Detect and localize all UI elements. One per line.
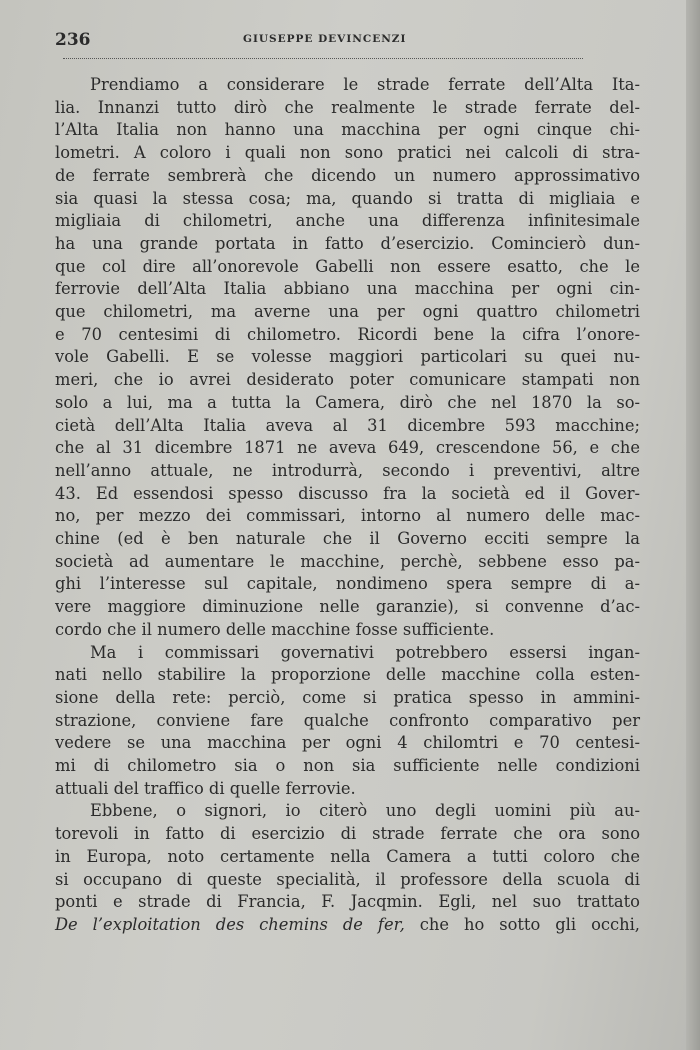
text-line: vere maggiore diminuzione nelle garanzie), si convenne d’ac- <box>55 597 640 617</box>
running-title: GIUSEPPE DEVINCENZI <box>243 33 407 45</box>
text-fragment: che ho sotto gli occhi, <box>419 914 640 934</box>
text-line: lometri. A coloro i quali non sono pratici nei calcoli di stra- <box>55 143 640 163</box>
text-line: vedere se una macchina per ogni 4 chilomtri e 70 centesi- <box>55 733 640 753</box>
text-line: ha una grande portata in fatto d’esercizio. Comincierò dun- <box>55 233 640 253</box>
text-line: si occupano di queste specialità, il professore della scuola di <box>55 869 640 889</box>
text-line: Ebbene, o signori, io citerò uno degli uomini più au- <box>90 801 640 821</box>
text-line: Ma i commissari governativi potrebbero essersi ingan- <box>90 642 640 662</box>
text-line: società ad aumentare le macchine, perchè, sebbene esso pa- <box>55 551 640 571</box>
text-line: ghi l’interesse sul capitale, nondimeno spera sempre di a- <box>55 574 640 594</box>
text-line: e 70 centesimi di chilometro. Ricordi bene la cifra l’onore- <box>55 324 640 344</box>
text-line: torevoli in fatto di esercizio di strade ferrate che ora sono <box>55 824 640 844</box>
text-line: mi di chilometro sia o non sia sufficiente nelle condizioni <box>55 756 640 775</box>
text-line: lia. Innanzi tutto dirò che realmente le strade ferrate del- <box>55 97 640 117</box>
text-line: in Europa, noto certamente nella Camera a tutti coloro che <box>55 846 640 866</box>
text-line: Prendiamo a considerare le strade ferrate dell’Alta Ita- <box>90 75 640 94</box>
text-line: attuali del traffico di quelle ferrovie. <box>55 778 356 798</box>
text-line: de ferrate sembrerà che dicendo un numero approssimativo <box>55 165 640 185</box>
text-line: cietà dell’Alta Italia aveva al 31 dicembre 593 macchine; <box>55 415 640 435</box>
text-line: cordo che il numero delle macchine fosse sufficiente. <box>55 619 495 639</box>
text-line: sione della rete: perciò, come si pratica spesso in ammini- <box>55 687 640 707</box>
text-line: strazione, conviene fare qualche confronto comparativo per <box>55 710 640 730</box>
text-line: solo a lui, ma a tutta la Camera, dirò che nel 1870 la so- <box>55 392 640 412</box>
text-line: l’Alta Italia non hanno una macchina per ogni cinque chi- <box>55 120 640 140</box>
text-line: migliaia di chilometri, anche una differenza infinitesimale <box>55 211 640 231</box>
text-line: no, per mezzo dei commissari, intorno al numero delle mac- <box>55 506 640 526</box>
text-line: vole Gabelli. E se volesse maggiori particolari su quei nu- <box>55 347 640 367</box>
text-line: che al 31 dicembre 1871 ne aveva 649, crescendone 56, e che <box>55 438 640 458</box>
text-line: que chilometri, ma averne una per ogni quattro chilometri <box>55 302 640 321</box>
text-line: que col dire all’onorevole Gabelli non essere esatto, che le <box>55 256 640 276</box>
text-line: meri, che io avrei desiderato poter comunicare stampati non <box>55 370 640 390</box>
book-title: De l’exploitation des chemins de fer, <box>55 914 405 934</box>
text-line: ferrovie dell’Alta Italia abbiano una macchina per ogni cin- <box>55 279 640 299</box>
page-number: 236 <box>55 30 91 50</box>
text-line: chine (ed è ben naturale che il Governo ecciti sempre la <box>55 529 640 548</box>
text-line: 43. Ed essendosi spesso discusso fra la società ed il Gover- <box>55 483 640 503</box>
page-edge-shadow <box>686 0 700 1050</box>
text-line: ponti e strade di Francia, F. Jacqmin. Egli, nel suo trattato <box>55 892 640 912</box>
text-line: nati nello stabilire la proporzione delle macchine colla esten- <box>55 665 640 685</box>
header-rule <box>63 58 583 59</box>
text-line <box>55 915 640 935</box>
text-line: nell’anno attuale, ne introdurrà, secondo i preventivi, altre <box>55 460 640 480</box>
text-line: sia quasi la stessa cosa; ma, quando si tratta di migliaia e <box>55 188 640 208</box>
